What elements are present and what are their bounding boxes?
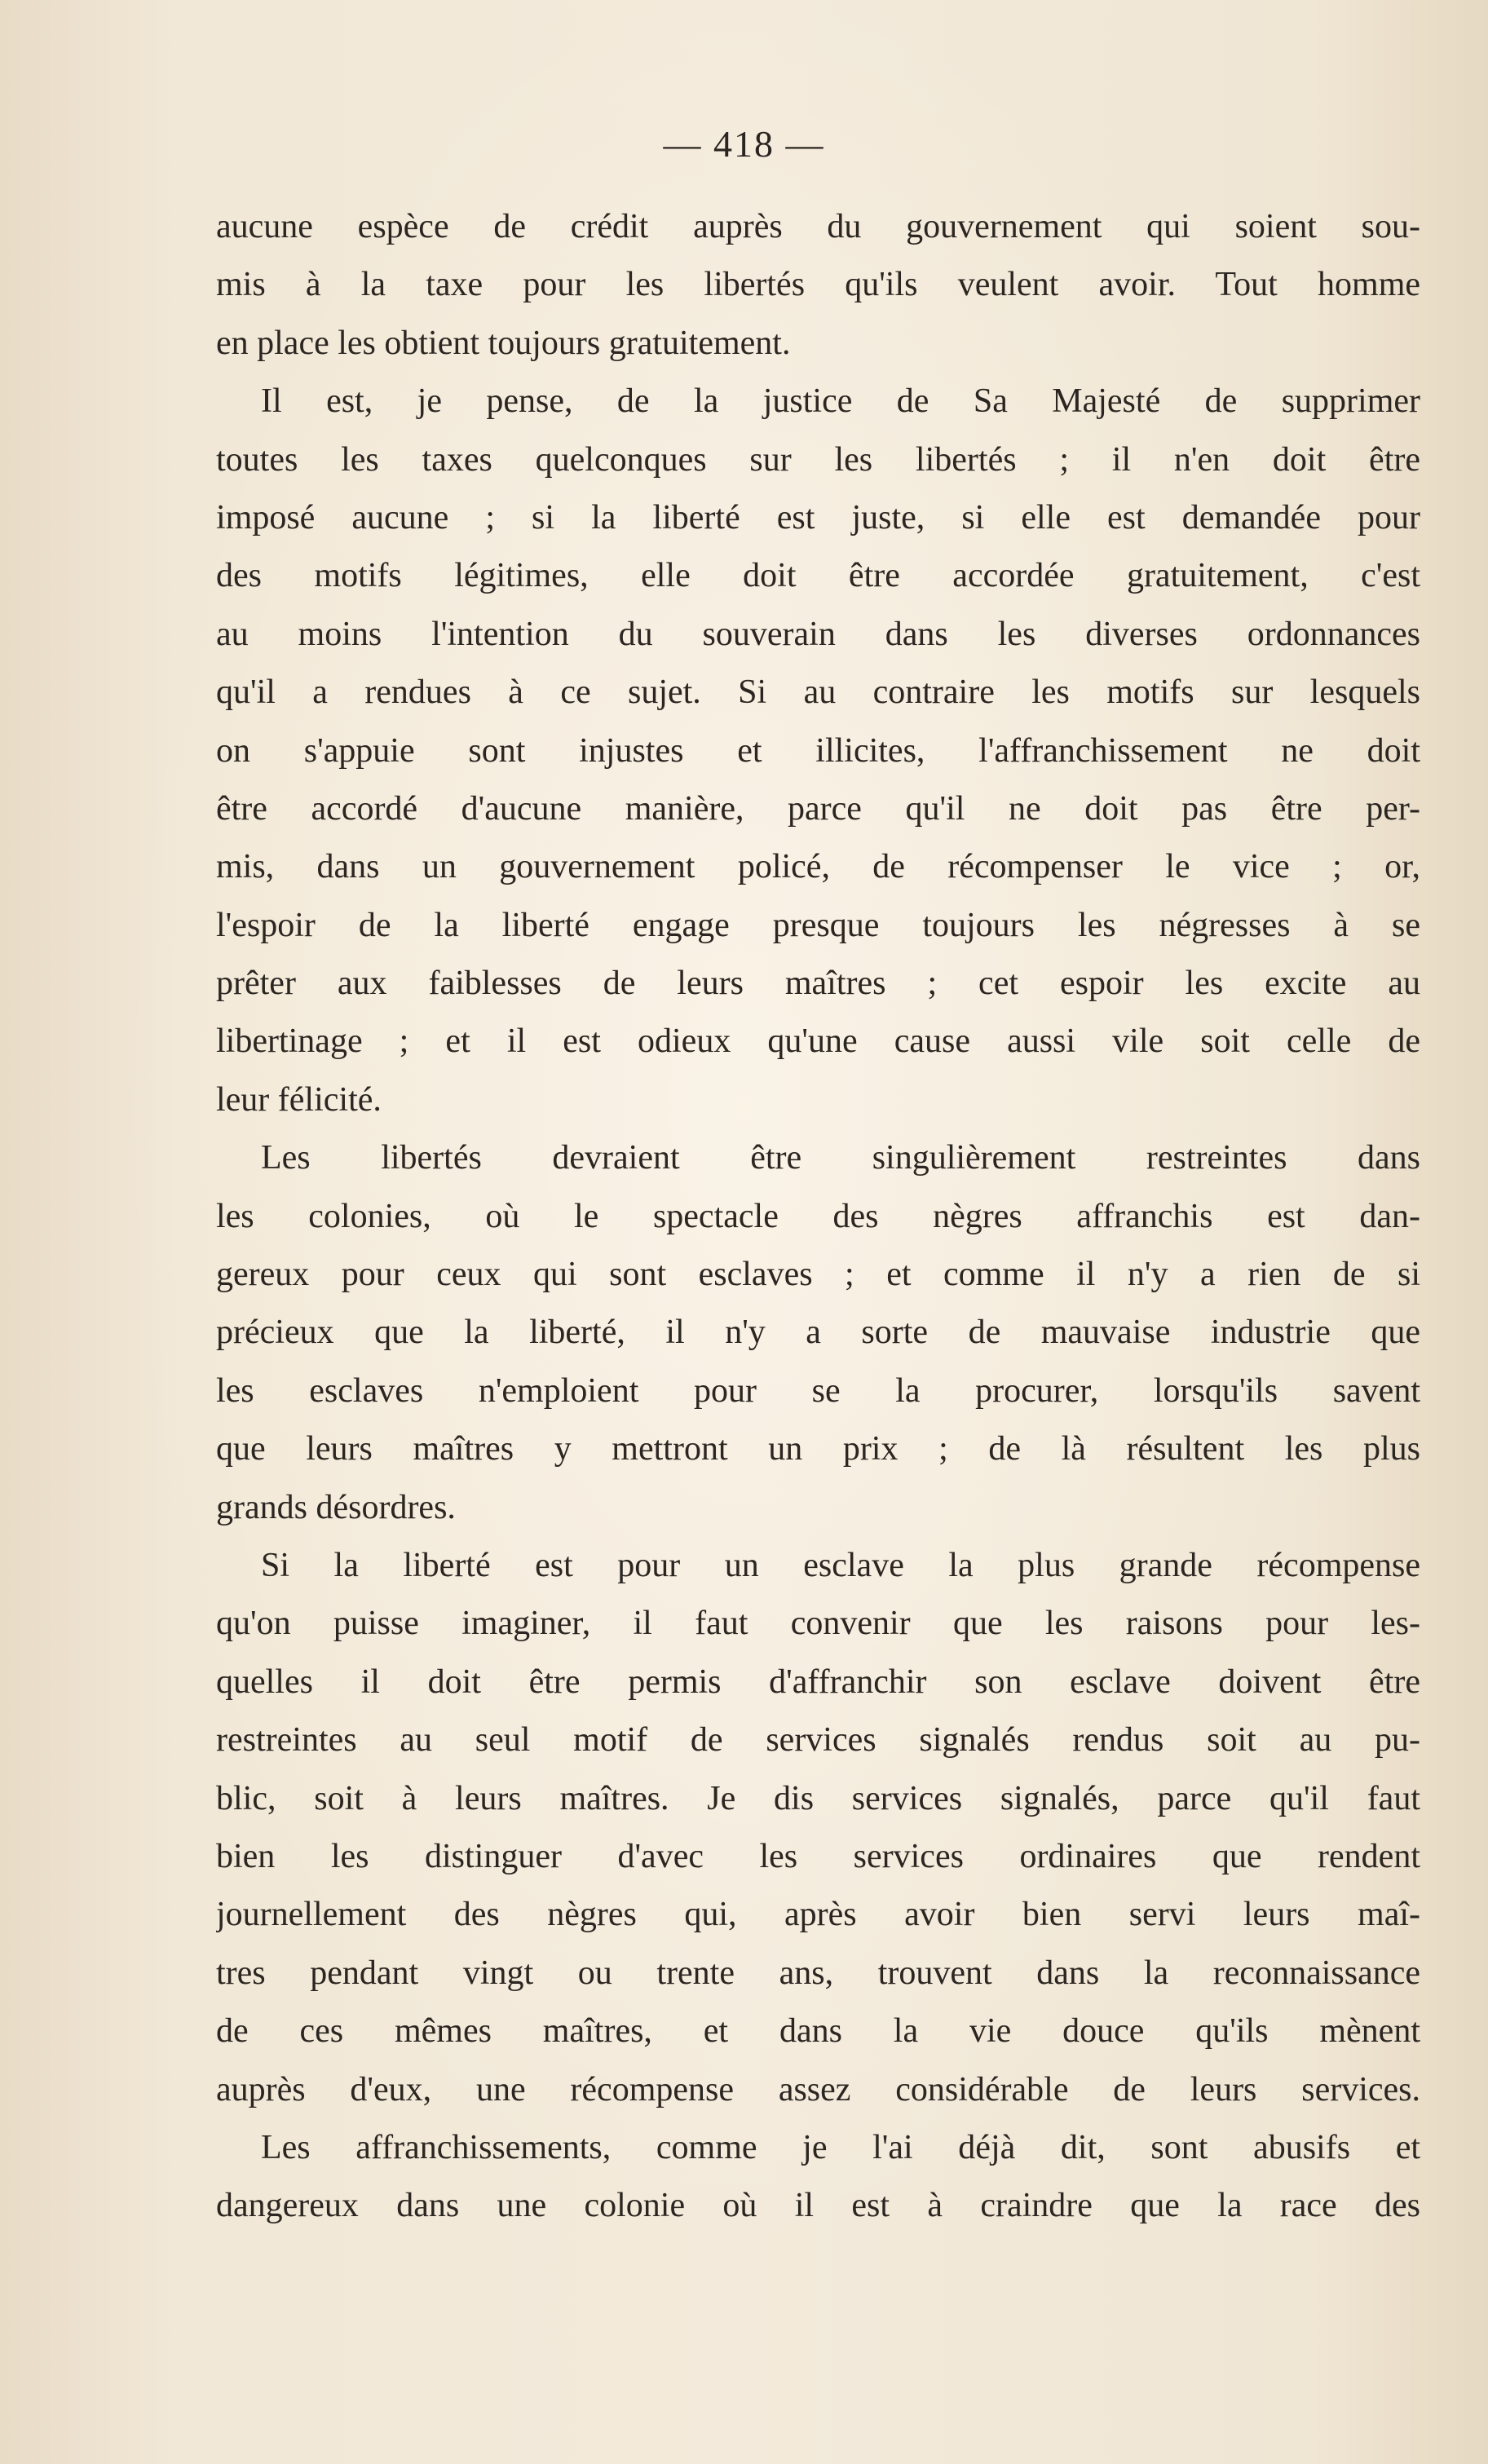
text-line: restreintes au seul motif de services signalés rendus soit au pu-: [216, 1721, 1420, 1760]
text-line: Si la liberté est pour un esclave la plus grande récompense: [261, 1546, 1420, 1584]
text-line: toutes les taxes quelconques sur les libertés ; il n'en doit être: [216, 440, 1420, 479]
text-line: être accordé d'aucune manière, parce qu'il ne doit pas être per-: [216, 789, 1420, 828]
page-number: — 418 —: [663, 123, 825, 165]
text-line: Il est, je pense, de la justice de Sa Majesté de supprimer: [261, 382, 1420, 421]
text-line: bien les distinguer d'avec les services ordinaires que rendent: [216, 1837, 1420, 1875]
text-line: grands désordres.: [216, 1488, 456, 1526]
text-line: l'espoir de la liberté engage presque toujours les négresses à se: [216, 906, 1420, 944]
text-line: journellement des nègres qui, après avoir bien servi leurs maî-: [216, 1896, 1420, 1934]
text-line: libertinage ; et il est odieux qu'une cause aussi vile soit celle de: [216, 1022, 1420, 1061]
text-line: Les libertés devraient être singulièrement restreintes dans: [261, 1139, 1420, 1177]
text-line: leur félicité.: [216, 1080, 382, 1119]
text-line: qu'il a rendues à ce sujet. Si au contraire les motifs sur lesquels: [216, 673, 1420, 712]
text-line: tres pendant vingt ou trente ans, trouvent dans la reconnaissance: [216, 1954, 1420, 1992]
text-line: au moins l'intention du souverain dans les diverses ordonnances: [216, 615, 1420, 653]
text-line: blic, soit à leurs maîtres. Je dis services signalés, parce qu'il faut: [216, 1779, 1420, 1817]
text-line: en place les obtient toujours gratuitement.: [216, 324, 791, 362]
text-line: des motifs légitimes, elle doit être accordée gratuitement, c'est: [216, 557, 1420, 595]
text-line: auprès d'eux, une récompense assez considérable de leurs services.: [216, 2070, 1420, 2109]
text-line: dangereux dans une colonie où il est à craindre que la race des: [216, 2187, 1420, 2225]
text-line: les colonies, où le spectacle des nègres affranchis est dan-: [216, 1197, 1420, 1235]
text-line: aucune espèce de crédit auprès du gouvernement qui soient sou-: [216, 208, 1420, 245]
text-line: mis, dans un gouvernement policé, de récompenser le vice ; or,: [216, 848, 1420, 886]
text-line: imposé aucune ; si la liberté est juste, si elle est demandée pour: [216, 498, 1420, 537]
text-line: de ces mêmes maîtres, et dans la vie douce qu'ils mènent: [216, 2012, 1420, 2051]
text-line: on s'appuie sont injustes et illicites, l'affranchissement ne doit: [216, 731, 1420, 770]
text-line: gereux pour ceux qui sont esclaves ; et comme il n'y a rien de si: [216, 1256, 1420, 1294]
text-line: que leurs maîtres y mettront un prix ; de là résultent les plus: [216, 1430, 1420, 1468]
text-line: mis à la taxe pour les libertés qu'ils veulent avoir. Tout homme: [216, 266, 1420, 304]
text-line: quelles il doit être permis d'affranchir son esclave doivent être: [216, 1663, 1420, 1701]
text-line: précieux que la liberté, il n'y a sorte de mauvaise industrie que: [216, 1314, 1420, 1352]
text-line: Les affranchissements, comme je l'ai déjà dit, sont abusifs et: [261, 2128, 1420, 2166]
text-line: les esclaves n'emploient pour se la procurer, lorsqu'ils savent: [216, 1371, 1420, 1410]
text-line: prêter aux faiblesses de leurs maîtres ; cet espoir les excite au: [216, 965, 1420, 1003]
text-line: qu'on puisse imaginer, il faut convenir que les raisons pour les-: [216, 1605, 1420, 1643]
body-text: [216, 198, 1420, 2236]
